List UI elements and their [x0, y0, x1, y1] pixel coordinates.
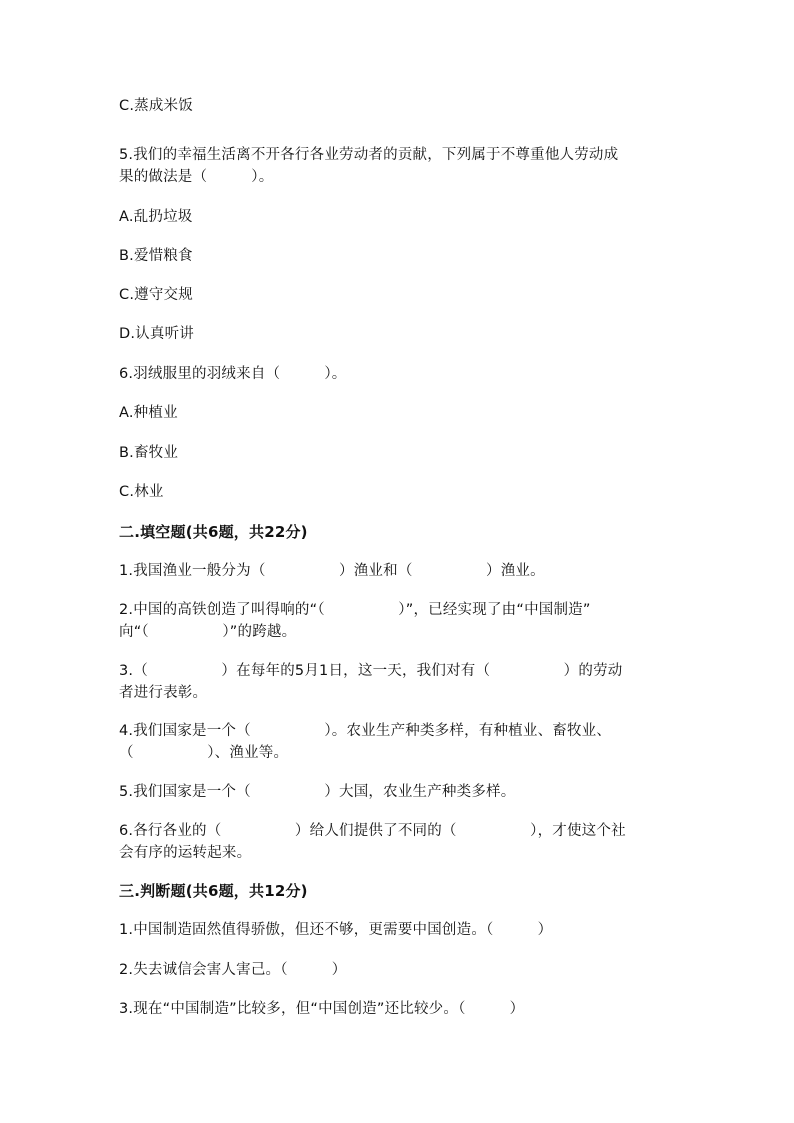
- fill-q1: 1.我国渔业一般分为（ ）渔业和（ ）渔业。: [119, 563, 545, 579]
- q5-option-d: D.认真听讲: [119, 326, 194, 342]
- fill-q3-line2: 者进行表彰。: [119, 685, 208, 701]
- q5-option-b: B.爱惜粮食: [119, 248, 193, 264]
- q6-option-b: B.畜牧业: [119, 445, 179, 461]
- judge-q3: 3.现在“中国制造”比较多，但“中国创造”还比较少。（ ）: [119, 1001, 525, 1017]
- q6-option-c: C.林业: [119, 484, 164, 500]
- q6-option-a: A.种植业: [119, 405, 178, 421]
- judge-q2: 2.失去诚信会害人害己。（ ）: [119, 962, 347, 978]
- judge-q1: 1.中国制造固然值得骄傲，但还不够，更需要中国创造。（ ）: [119, 922, 553, 938]
- q5-question-line1: 5.我们的幸福生活离不开各行各业劳动者的贡献，下列属于不尊重他人劳动成: [119, 147, 619, 163]
- fill-q3-line1: 3.（ ）在每年的5月1日，这一天，我们对有（ ）的劳动: [119, 663, 623, 679]
- fill-q2-line2: 向“（ ）”的跨越。: [119, 624, 297, 640]
- q5-option-c: C.遵守交规: [119, 287, 193, 303]
- fill-q6-line1: 6.各行各业的（ ）给人们提供了不同的（ ），才使这个社: [119, 823, 626, 839]
- fill-q4-line2: （ ）、渔业等。: [119, 745, 289, 761]
- section-judge-title: 三.判断题(共6题，共12分): [119, 882, 308, 900]
- q5-question-line2: 果的做法是（ ）。: [119, 169, 274, 185]
- fill-q6-line2: 会有序的运转起来。: [119, 845, 252, 861]
- section-fill-in-title: 二.填空题(共6题，共22分): [119, 523, 308, 541]
- q6-question: 6.羽绒服里的羽绒来自（ ）。: [119, 366, 347, 382]
- fill-q2-line1: 2.中国的高铁创造了叫得响的“（ ）”，已经实现了由“中国制造”: [119, 602, 591, 618]
- q4-option-c: C.蒸成米饭: [119, 98, 193, 114]
- q5-option-a: A.乱扔垃圾: [119, 209, 193, 225]
- fill-q4-line1: 4.我们国家是一个（ ）。农业生产种类多样，有种植业、畜牧业、: [119, 723, 612, 739]
- fill-q5: 5.我们国家是一个（ ）大国，农业生产种类多样。: [119, 784, 516, 800]
